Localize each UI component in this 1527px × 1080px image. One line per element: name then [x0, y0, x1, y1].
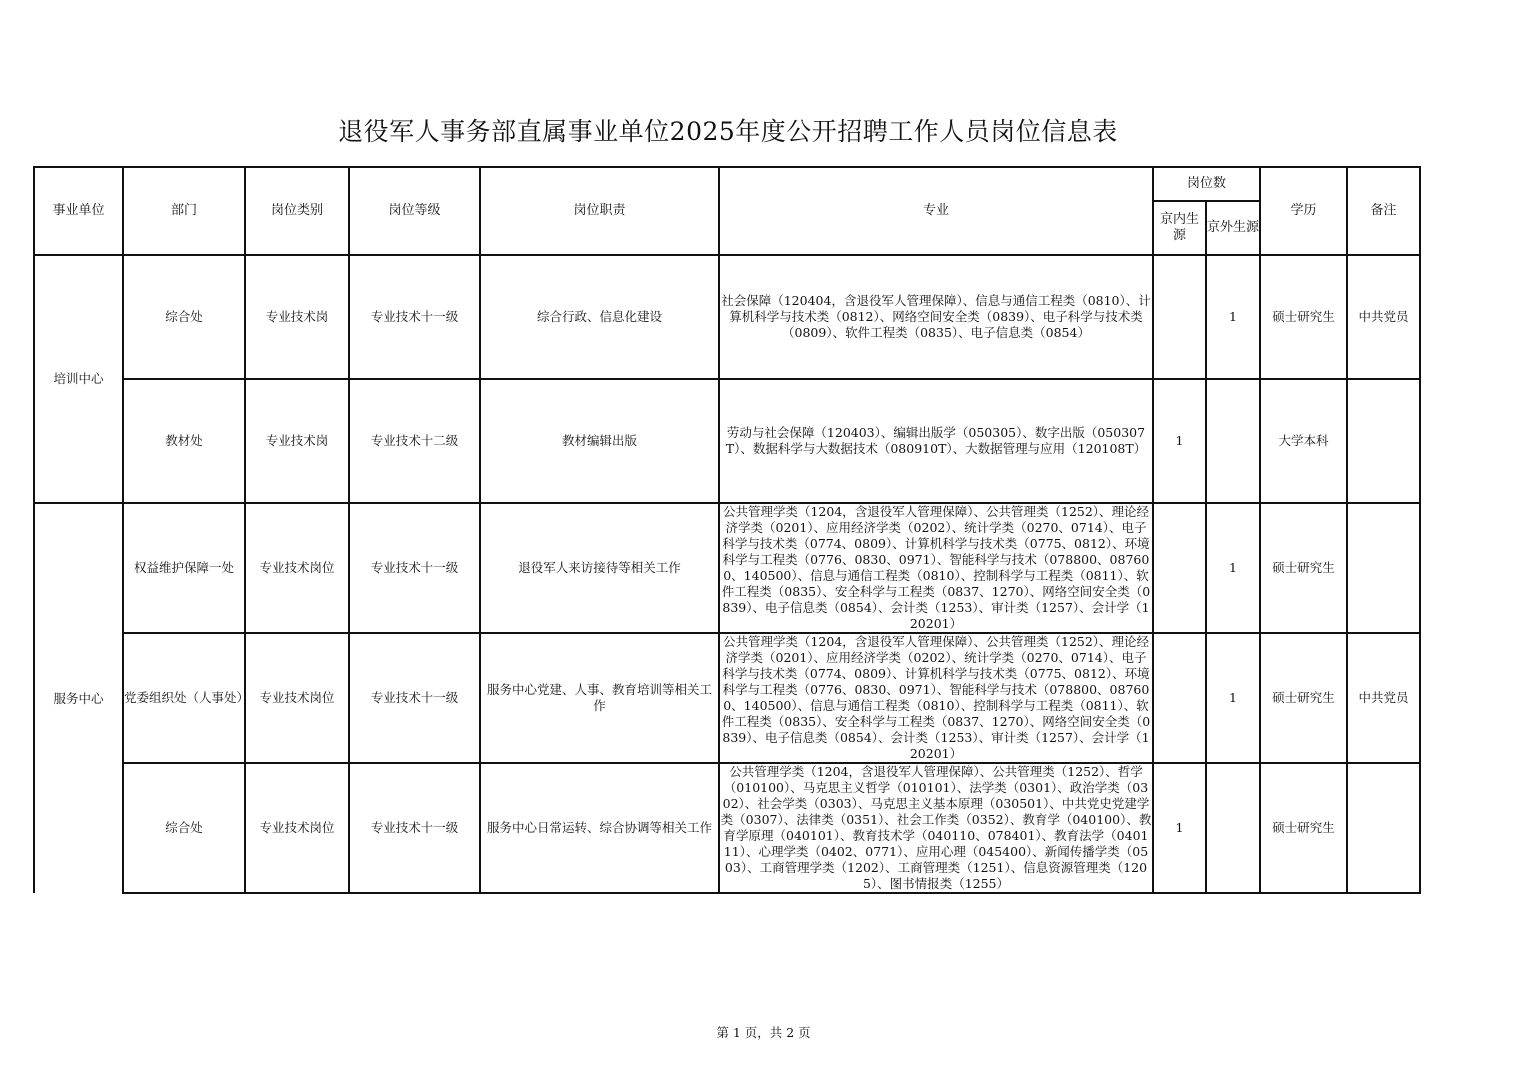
jingnei-cell — [1153, 255, 1206, 379]
duties-cell: 教材编辑出版 — [480, 379, 719, 503]
major-cell: 公共管理学类（1204，含退役军人管理保障）、公共管理类（1252）、理论经济学类（0201）、应用经济学类（0202）、统计学类（0270、0714）、电子科学与技术类（0774、0809）、计算机科学与技术类（0775、0812）、环境科学与工程类（0776、0830、0971）、智能科学与技术（078800、087600、140500）、信息与通信工程类（0810）、控制科学与工程类（0811）、软件工程类（0835）、安全科学与工程类（0837、1270）、网络空间安全类（0839）、电子信息类（0854）、会计类（1253）、审计类（1257）、会计学（120201） — [719, 503, 1153, 633]
education-cell: 硕士研究生 — [1260, 503, 1347, 633]
table-row — [34, 763, 1420, 893]
document-title: 退役军人事务部直属事业单位2025年度公开招聘工作人员岗位信息表 — [338, 117, 1118, 146]
jingnei-cell: 1 — [1153, 379, 1206, 503]
header-duties: 岗位职责 — [480, 167, 719, 255]
unit-cell: 服务中心 — [34, 503, 123, 893]
remarks-cell: 中共党员 — [1347, 255, 1420, 379]
post-level-cell: 专业技术十一级 — [349, 763, 480, 893]
major-cell: 劳动与社会保障（120403）、编辑出版学（050305）、数字出版（050307T）、数据科学与大数据技术（080910T）、大数据管理与应用（120108T） — [719, 379, 1153, 503]
jingnei-cell — [1153, 633, 1206, 763]
table-row — [34, 503, 1420, 633]
dept-cell: 综合处 — [123, 763, 245, 893]
header-post-level: 岗位等级 — [349, 167, 480, 255]
major-cell: 公共管理学类（1204，含退役军人管理保障）、公共管理类（1252）、哲学（010100）、马克思主义哲学（010101）、法学类（0301）、政治学类（0302）、社会学类（0303）、马克思主义基本原理（030501）、中共党史党建学类（0307）、法律类（0351）、社会工作类（0352）、教育学（040100）、教育学原理（040101）、教育技术学（040110、078401）、教育法学（040111）、心理学类（0402、0771）、应用心理（045400）、新闻传播学类（0503）、工商管理学类（1202）、工商管理类（1251）、信息资源管理类（1205）、图书情报类（1255） — [720, 764, 1152, 891]
header-post-type: 岗位类别 — [245, 167, 349, 255]
header-remarks: 备注 — [1347, 167, 1420, 255]
jingnei-cell: 1 — [1153, 763, 1206, 893]
unit-cell: 培训中心 — [34, 255, 123, 503]
header-headcount: 岗位数 — [1153, 167, 1260, 201]
header-jingnei: 京内生源 — [1153, 201, 1206, 255]
duties-cell: 综合行政、信息化建设 — [480, 255, 719, 379]
education-cell: 大学本科 — [1260, 379, 1347, 503]
jingnei-cell — [1153, 503, 1206, 633]
table-row — [34, 379, 1420, 503]
dept-cell: 权益维护保障一处 — [123, 503, 245, 633]
duties-cell: 服务中心党建、人事、教育培训等相关工作 — [480, 633, 719, 763]
header-major: 专业 — [719, 167, 1153, 255]
header-education: 学历 — [1260, 167, 1347, 255]
header-jingwai: 京外生源 — [1206, 201, 1260, 255]
positions-table — [33, 166, 1421, 894]
remarks-cell: 中共党员 — [1347, 633, 1420, 763]
post-type-cell: 专业技术岗位 — [245, 763, 349, 893]
table-row — [34, 255, 1420, 379]
post-level-cell: 专业技术十一级 — [349, 503, 480, 633]
post-type-cell: 专业技术岗位 — [245, 503, 349, 633]
major-cell: 社会保障（120404，含退役军人管理保障）、信息与通信工程类（0810）、计算机科学与技术类（0812）、网络空间安全类（0839）、电子科学与技术类（0809）、软件工程类（0835）、电子信息类（0854） — [719, 255, 1153, 379]
dept-cell: 综合处 — [123, 255, 245, 379]
post-type-cell: 专业技术岗 — [245, 255, 349, 379]
remarks-cell — [1347, 763, 1420, 893]
header-dept: 部门 — [123, 167, 245, 255]
page-footer: 第 1 页，共 2 页 — [716, 1025, 811, 1040]
remarks-cell — [1347, 503, 1420, 633]
jingwai-cell — [1206, 763, 1260, 893]
jingwai-cell: 1 — [1206, 633, 1260, 763]
education-cell: 硕士研究生 — [1260, 255, 1347, 379]
post-type-cell: 专业技术岗 — [245, 379, 349, 503]
major-cell: 公共管理学类（1204，含退役军人管理保障）、公共管理类（1252）、理论经济学类（0201）、应用经济学类（0202）、统计学类（0270、0714）、电子科学与技术类（0774、0809）、计算机科学与技术类（0775、0812）、环境科学与工程类（0776、0830、0971）、智能科学与技术（078800、087600、140500）、信息与通信工程类（0810）、控制科学与工程类（0811）、软件工程类（0835）、安全科学与工程类（0837、1270）、网络空间安全类（0839）、电子信息类（0854）、会计类（1253）、审计类（1257）、会计学（120201） — [719, 633, 1153, 763]
education-cell: 硕士研究生 — [1260, 633, 1347, 763]
jingwai-cell: 1 — [1206, 255, 1260, 379]
table-header-row — [34, 167, 1420, 201]
jingwai-cell: 1 — [1206, 503, 1260, 633]
remarks-cell — [1347, 379, 1420, 503]
duties-cell: 退役军人来访接待等相关工作 — [480, 503, 719, 633]
dept-cell: 党委组织处（人事处） — [123, 633, 245, 763]
table-row — [34, 633, 1420, 763]
post-level-cell: 专业技术十一级 — [349, 255, 480, 379]
education-cell: 硕士研究生 — [1260, 763, 1347, 893]
post-type-cell: 专业技术岗位 — [245, 633, 349, 763]
post-level-cell: 专业技术十二级 — [349, 379, 480, 503]
dept-cell: 教材处 — [123, 379, 245, 503]
duties-cell: 服务中心日常运转、综合协调等相关工作 — [480, 763, 719, 893]
post-level-cell: 专业技术十一级 — [349, 633, 480, 763]
header-unit: 事业单位 — [34, 167, 123, 255]
jingwai-cell — [1206, 379, 1260, 503]
